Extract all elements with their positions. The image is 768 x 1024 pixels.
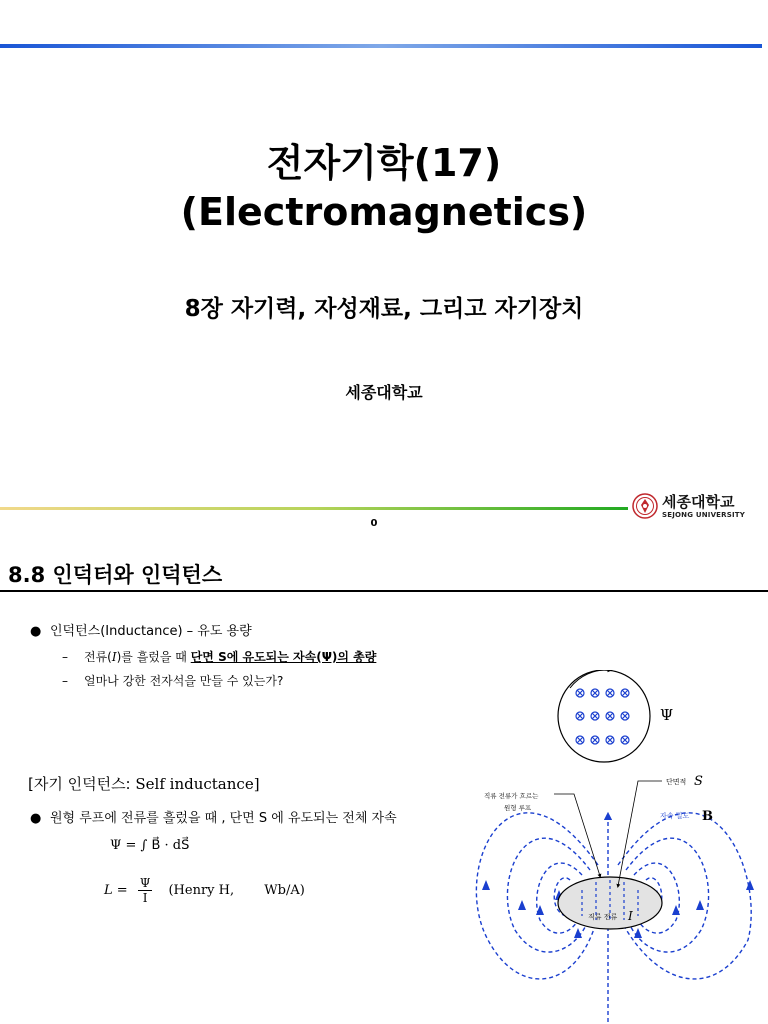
top-rule bbox=[0, 44, 762, 48]
bullet-text: 원형 루프에 전류를 흘렀을 때 , 단면 S 에 유도되는 전체 자속 bbox=[50, 811, 397, 826]
current-symbol: I bbox=[628, 909, 633, 923]
magnetic-field-diagram bbox=[470, 670, 768, 1024]
eq2-numerator: Ψ bbox=[139, 876, 151, 890]
section-title: 8.8 인덕터와 인덕턴스 bbox=[8, 563, 223, 587]
bullet-inductance bbox=[30, 620, 252, 639]
eq2-lhs: L = bbox=[104, 883, 128, 898]
dash-marker: – bbox=[62, 650, 68, 664]
loop-label-line1: 직류 전류가 흐르는 bbox=[484, 792, 539, 800]
area-symbol: S bbox=[694, 774, 703, 789]
field-symbol: B bbox=[702, 809, 713, 824]
chapter-title: 8장 자기력, 자성재료, 그리고 자기장치 bbox=[184, 296, 584, 322]
self-inductance-heading bbox=[28, 773, 260, 794]
bullet-text: 인덕턴스(Inductance) – 유도 용량 bbox=[50, 624, 252, 639]
field-label: 자속 밀도 bbox=[660, 812, 690, 820]
bullet-loop-flux bbox=[30, 807, 397, 826]
logo-name-ko: 세종대학교 bbox=[662, 493, 735, 511]
flux-cross-section bbox=[558, 670, 650, 762]
page-number: 0 bbox=[370, 518, 378, 529]
eq2-unit-wb: Wb/A) bbox=[264, 883, 305, 898]
section-rule bbox=[0, 590, 768, 592]
footer-rule bbox=[0, 507, 628, 510]
dash-marker: – bbox=[62, 674, 68, 688]
current-loop bbox=[558, 877, 662, 929]
sub-bullet-flux bbox=[62, 648, 376, 665]
seal-icon bbox=[632, 493, 658, 519]
sub-bullet-electromagnet bbox=[62, 672, 283, 689]
logo-name-en: SEJONG UNIVERSITY bbox=[662, 511, 746, 519]
area-label: 단면적 bbox=[666, 778, 687, 786]
cover-title-ko: 전자기학(17) bbox=[266, 141, 502, 185]
current-label: 직류 전류 bbox=[588, 913, 618, 921]
sub2-text: 얼마나 강한 전자석을 만들 수 있는가? bbox=[84, 674, 284, 688]
sub1-mid: )를 흘렀을 때 bbox=[116, 650, 191, 664]
flux-equation: Ψ = ∫ B⃗ · dS⃗ bbox=[110, 838, 190, 853]
sub1-underlined: 단면 S에 유도되는 자속(Ψ)의 총량 bbox=[190, 650, 377, 664]
eq2-unit-henry: (Henry H, bbox=[168, 883, 235, 898]
university-name: 세종대학교 bbox=[345, 383, 423, 402]
psi-label: Ψ bbox=[660, 706, 674, 724]
bullet-dot: ● bbox=[30, 811, 42, 826]
cover-title-en: (Electromagnetics) bbox=[180, 190, 588, 234]
eq2-fraction bbox=[138, 876, 153, 905]
inductance-equation bbox=[104, 876, 305, 905]
sub1-var: I bbox=[111, 650, 117, 664]
self-ind-ko: [자기 인덕턴스: bbox=[28, 775, 136, 793]
eq2-denominator: I bbox=[142, 891, 148, 905]
loop-label-line2: 원형 루프 bbox=[504, 804, 532, 812]
self-ind-en: Self inductance] bbox=[135, 775, 260, 793]
sub1-prefix: 전류( bbox=[84, 650, 112, 664]
bullet-dot: ● bbox=[30, 624, 42, 639]
